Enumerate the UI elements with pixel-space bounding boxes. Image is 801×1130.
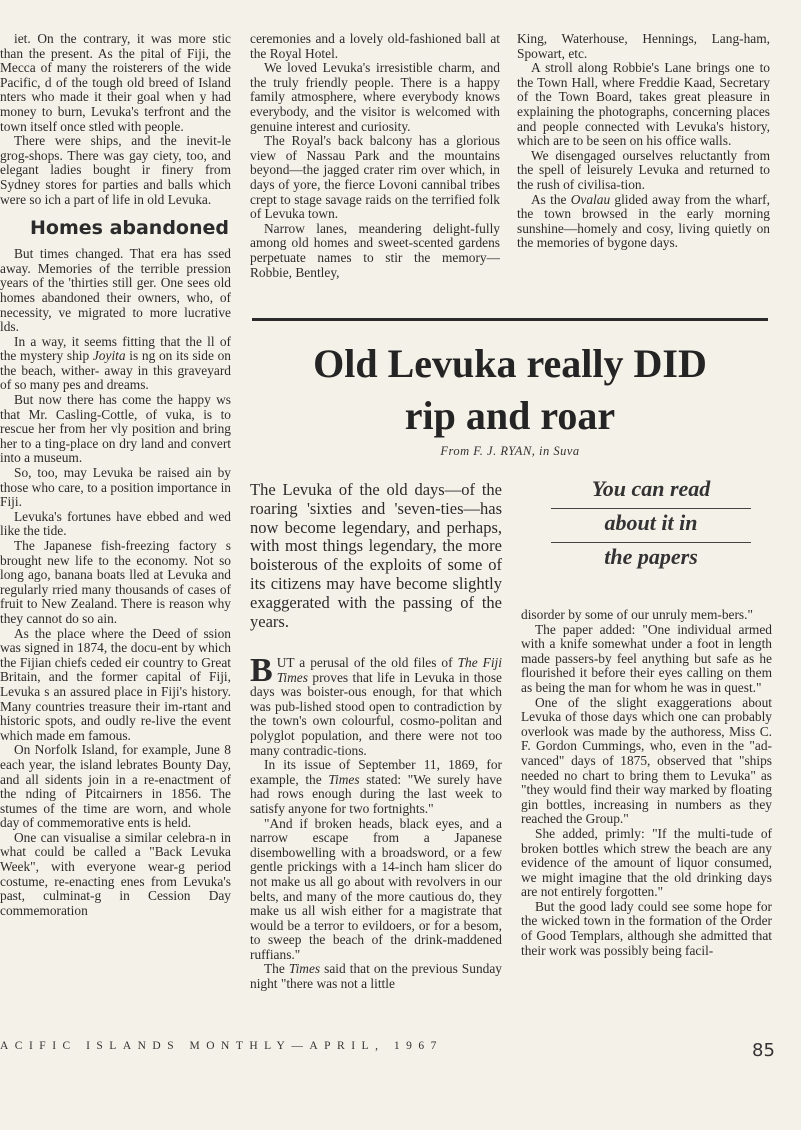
- text-run: In a way, it seems fitting that the ll of the mystery ship: [0, 333, 231, 364]
- paragraph: disorder by some of our unruly mem-bers.": [521, 608, 753, 622]
- text-run: proves that life in Levuka in those days was boister-ous enough, for that which was pub-lished stood open to contradiction by the town's own colourful, cosmo-politan and polyglot population, and there were not too many contradic-tions.: [250, 669, 502, 758]
- page-number: 85: [752, 1040, 775, 1061]
- paragraph: On Norfolk Island, for example, June 8 each year, the island lebrates Bounty Day, and all sidents join in a re-enactment of the nding of Pitcairners in 1856. The stumes of the time are worn, and whole day of commemorative ents is held.: [0, 742, 231, 831]
- paragraph: There were ships, and the inevit-le grog-shops. There was gay ciety, too, and elegant ladies bought ir finery from Sydney stores for parties and balls which were so ich a part of life in old Levuka.: [0, 133, 231, 207]
- text-run: said that on the previous Sunday night "there was not a little: [250, 961, 502, 992]
- subheading: Homes abandoned: [30, 217, 229, 240]
- text-run: The: [264, 961, 285, 977]
- paragraph: One of the slight exaggerations about Levuka of those days which one can probably overlook was made by the authoress, Miss C. F. Gordon Cummings, who, even in the "ad-vanced" days of 1875, observed that "ships needed no chart to bring them to Levuka" as "they would find their way marked by floating gin bottles, increasing in numbers as they reached the Group.": [521, 694, 772, 827]
- paragraph: One can visualise a similar celebra-n in what could be called a "Back Levuka Week", with everyone wear-g period costume, re-enacting enes from Levuka's past, culminat-g in Cession Day commemoration: [0, 829, 231, 918]
- paragraph: [0, 335, 231, 393]
- paragraph: We loved Levuka's irresistible charm, and the truly friendly people. There is a happy family atmosphere, where everybody knows everybody, and the visitor is welcomed with genuine interest and curiosity.: [250, 60, 500, 134]
- paragraph: iet. On the contrary, it was more stic than the present. As the pital of Fiji, the Mecca of many the roisterers of the wide Pacific, d of the tough old breed of Island nters who made it their goal when y had money to burn, Levuka's terfront and the town itself once stled with people.: [0, 32, 231, 134]
- paragraph: She added, primly: "If the multi-tude of broken bottles which strew the beach are any evidence of the amount of liquor consumed, we might imagine that the old drinking days are not entirely forgotten.": [521, 825, 772, 900]
- paragraph: The Japanese fish-freezing factory s brought new life to the economy. Not so long ago, banana boats lled at Levuka and regularly rried many thousands of cases of fruit to New Zealand. There is reason why they cannot do so ain.: [0, 538, 231, 626]
- article-lede: The Levuka of the old days—of the roaring 'sixties and 'seven-ties—has now become legendary, and perhaps, with most things legendary, the more boisterous of the exploits of some of its citizens may have become slightly exaggerated with the passing of the years.: [250, 480, 502, 631]
- paragraph: But now there has come the happy ws that Mr. Casling-Cottle, of vuka, is to rescue her from her vly position and bring her to a ting-place on dry land and convert into a museum.: [0, 392, 231, 466]
- left-column: [0, 32, 231, 1044]
- pull-quote-rule: [551, 542, 751, 543]
- byline: From F. J. RYAN, in Suva: [440, 444, 580, 458]
- paragraph: As the place where the Deed of ssion was signed in 1874, the docu-ent by which the Fijian chiefs ceded eir country to Great Britain, and the former capital of Fiji, Levuka s an assured place in Fiji's history. Many countries treasure their im-rtant and historic spots, and oudly re-live the event which made em famous.: [0, 625, 231, 743]
- paragraph: The Royal's back balcony has a glorious view of Nassau Park and the mountains beyond—the jagged crater rim over which, in days of yore, the fierce Lovoni cannibal tribes crept to stage savage raids on the terrified folk of Levuka town.: [250, 133, 500, 222]
- headline-line: rip and roar: [404, 393, 616, 438]
- paragraph: So, too, may Levuka be raised ain by those who care, to a position importance in Fiji.: [0, 465, 231, 510]
- newspaper-name: Times: [328, 771, 360, 787]
- article-body-column: [250, 656, 502, 1066]
- ship-name: Joyita: [92, 348, 126, 364]
- text-run: stated: "We surely have had rows enough during the last week to satisfy anyone for two fortnights.": [250, 771, 502, 816]
- right-top-column: [517, 32, 770, 300]
- paragraph: [250, 962, 502, 991]
- middle-top-column: [250, 32, 500, 300]
- paragraph: But times changed. That era has ssed away. Memories of the terrible pression years of the 'thirties still ger. One sees old homes abandoned their owners, who, of necessity, ve migrated to more lucrative lds.: [0, 246, 231, 335]
- ship-name: Ovalau: [570, 191, 611, 207]
- paragraph: [250, 758, 502, 816]
- text-run: As the: [531, 191, 567, 207]
- section-divider: [252, 318, 768, 321]
- drop-cap: B: [250, 656, 273, 689]
- page-footer: [0, 1040, 801, 1080]
- paragraph: [250, 656, 502, 758]
- pull-quote-line: about it in: [604, 510, 698, 535]
- paragraph: The paper added: "One individual armed with a knife somewhat under a foot in length made passers-by feel anything but safe as he flourished it before their eyes calling on them as being the man for whom he was in quest.": [521, 621, 772, 695]
- text-run: In its issue of September 11, 1869, for example, the: [250, 757, 502, 787]
- paragraph: [517, 193, 770, 251]
- text-run: UT a perusal of the old files of: [276, 656, 453, 670]
- paragraph: We disengaged ourselves reluctantly from the spell of leisurely Levuka and returned to the rush of civilisa-tion.: [517, 147, 770, 192]
- article-right-column: [521, 608, 772, 1070]
- paragraph: A stroll along Robbie's Lane brings one to the Town Hall, where Freddie Kaad, Secretary of the Town Board, takes great pleasure in explaining the photographs, concerning places and people connected with Levuka's history, which are to be seen on his office walls.: [517, 60, 770, 149]
- newspaper-name: Times: [288, 961, 321, 977]
- paragraph: Narrow lanes, meandering delight-fully among old homes and sweet-scented gardens perpetuate names to stir the memory—Robbie, Bentley,: [250, 220, 500, 280]
- text-run: is ng on its side on the beach, wither- away in this graveyard of so many pes and dreams.: [0, 348, 231, 393]
- article-headline: [250, 338, 770, 442]
- pull-quote-rule: [551, 508, 751, 509]
- pull-quote-line: You can read: [591, 476, 711, 501]
- paragraph: "And if broken heads, black eyes, and a narrow escape from a Japanese disembowelling with a broadsword, or a few gentle prickings with a 14-inch ham slicer do not make us all go about with revolvers in our belts, and many of the more cautious do, they make us all wish either for a magistrate that would be a terror to evildoers, or for a besom, to sweep the beach of the drink-maddened ruffians.": [250, 815, 502, 962]
- paragraph: King, Waterhouse, Hennings, Lang-ham, Spowart, etc.: [517, 32, 770, 61]
- pull-quote: [551, 477, 751, 576]
- newspaper-name: The Fiji Times: [276, 656, 502, 685]
- headline-line: Old Levuka really DID: [313, 341, 707, 386]
- text-run: glided away from the wharf, the town browsed in the early morning sunshine—homely and cosy, living quietly on the memories of bygone days.: [517, 191, 770, 251]
- paragraph: Levuka's fortunes have ebbed and wed like the tide.: [0, 508, 231, 539]
- paragraph: ceremonies and a lovely old-fashioned ball at the Royal Hotel.: [250, 32, 500, 61]
- pull-quote-line: the papers: [604, 544, 698, 569]
- publication-footer: ACIFIC ISLANDS MONTHLY—APRIL, 1967: [0, 1040, 443, 1052]
- paragraph: But the good lady could see some hope for the wicked town in the formation of the Order of Good Templars, although she admitted that their work was possibly being facil-: [521, 898, 772, 958]
